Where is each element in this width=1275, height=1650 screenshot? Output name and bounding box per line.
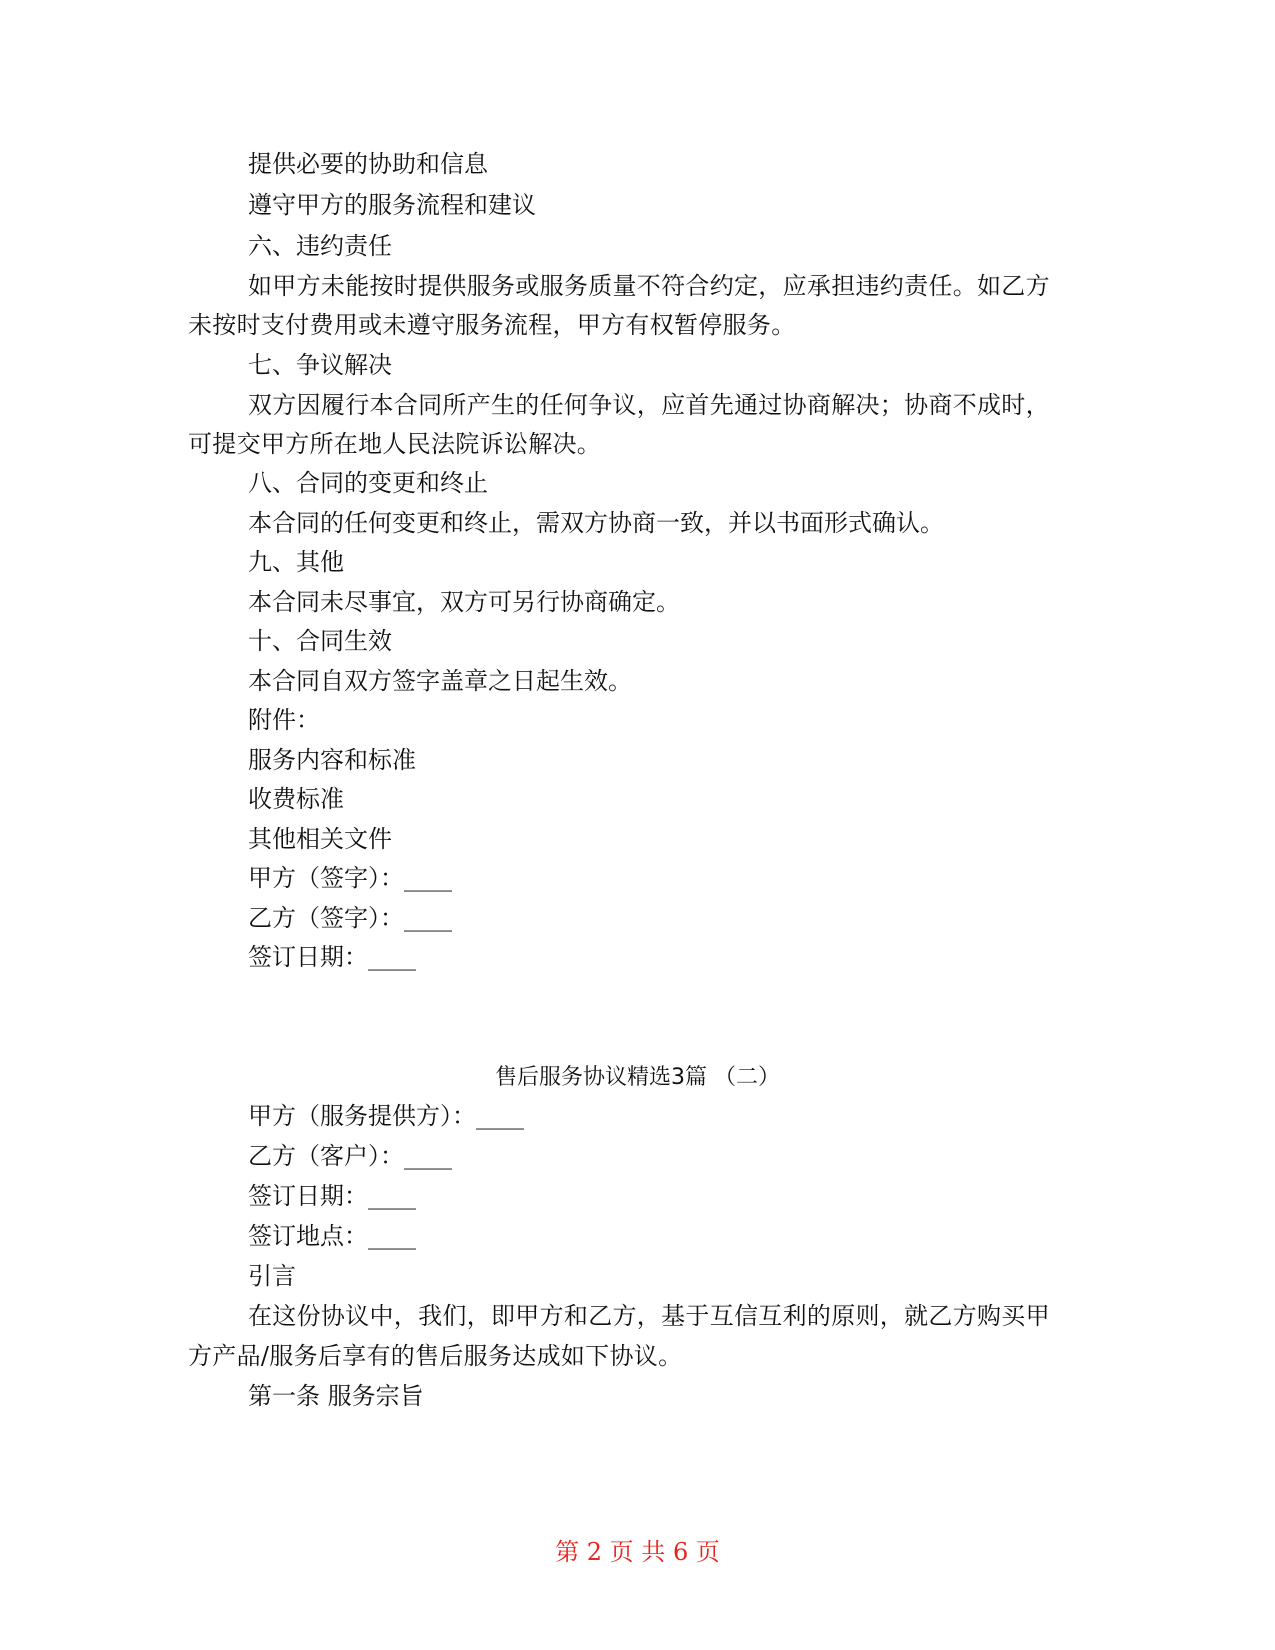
article-heading: 第一条 服务宗旨 — [248, 1382, 424, 1410]
dispute-paragraph: 双方因履行本合同所产生的任何争议，应首先通过协商解决；协商不成时，可提交甲方所在地人民法院诉讼解决。 — [188, 391, 1050, 458]
contract-part-2 — [188, 1096, 1073, 1416]
text-line: 提供必要的协助和信息 — [248, 150, 488, 178]
breach-paragraph: 如甲方未能按时提供服务或服务质量不符合约定，应承担违约责任。如乙方未按时支付费用或未遵守服务流程，甲方有权暂停服务。 — [188, 272, 1050, 339]
section-title: 售后服务协议精选3篇 （二） — [495, 1065, 780, 1090]
intro-paragraph: 在这份协议中，我们，即甲方和乙方，基于互信互利的原则，就乙方购买甲方产品/服务后享有的售后服务达成如下协议。 — [188, 1302, 1050, 1370]
party-a-line: 甲方（服务提供方）：____ — [248, 1102, 524, 1130]
party-a-signature-line: 甲方（签字）：____ — [248, 864, 452, 892]
section-heading-dispute: 七、争议解决 — [248, 351, 392, 379]
party-b-line: 乙方（客户）：____ — [248, 1142, 452, 1170]
attachment-item: 收费标准 — [248, 785, 344, 813]
sign-date-line: 签订日期：____ — [248, 1182, 416, 1210]
section-heading-breach: 六、违约责任 — [248, 232, 392, 260]
text-line: 本合同的任何变更和终止，需双方协商一致，并以书面形式确认。 — [248, 508, 944, 537]
attachments-label: 附件： — [248, 706, 320, 734]
section-heading-change: 八、合同的变更和终止 — [248, 469, 488, 497]
text-line: 遵守甲方的服务流程和建议 — [248, 191, 536, 219]
section-heading-effect: 十、合同生效 — [248, 627, 392, 655]
attachment-item: 服务内容和标准 — [248, 745, 416, 774]
intro-heading: 引言 — [248, 1262, 296, 1290]
sign-place-line: 签订地点：____ — [248, 1222, 416, 1250]
sign-date-line: 签订日期：____ — [248, 943, 416, 971]
page-number-footer: 第 2 页 共 6 页 — [555, 1538, 720, 1566]
contract-part-1 — [188, 144, 1073, 978]
attachment-item: 其他相关文件 — [248, 824, 392, 853]
text-line: 本合同未尽事宜，双方可另行协商确定。 — [248, 587, 680, 616]
text-line: 本合同自双方签字盖章之日起生效。 — [248, 666, 632, 695]
section-heading-other: 九、其他 — [248, 548, 344, 576]
party-b-signature-line: 乙方（签字）：____ — [248, 903, 452, 932]
